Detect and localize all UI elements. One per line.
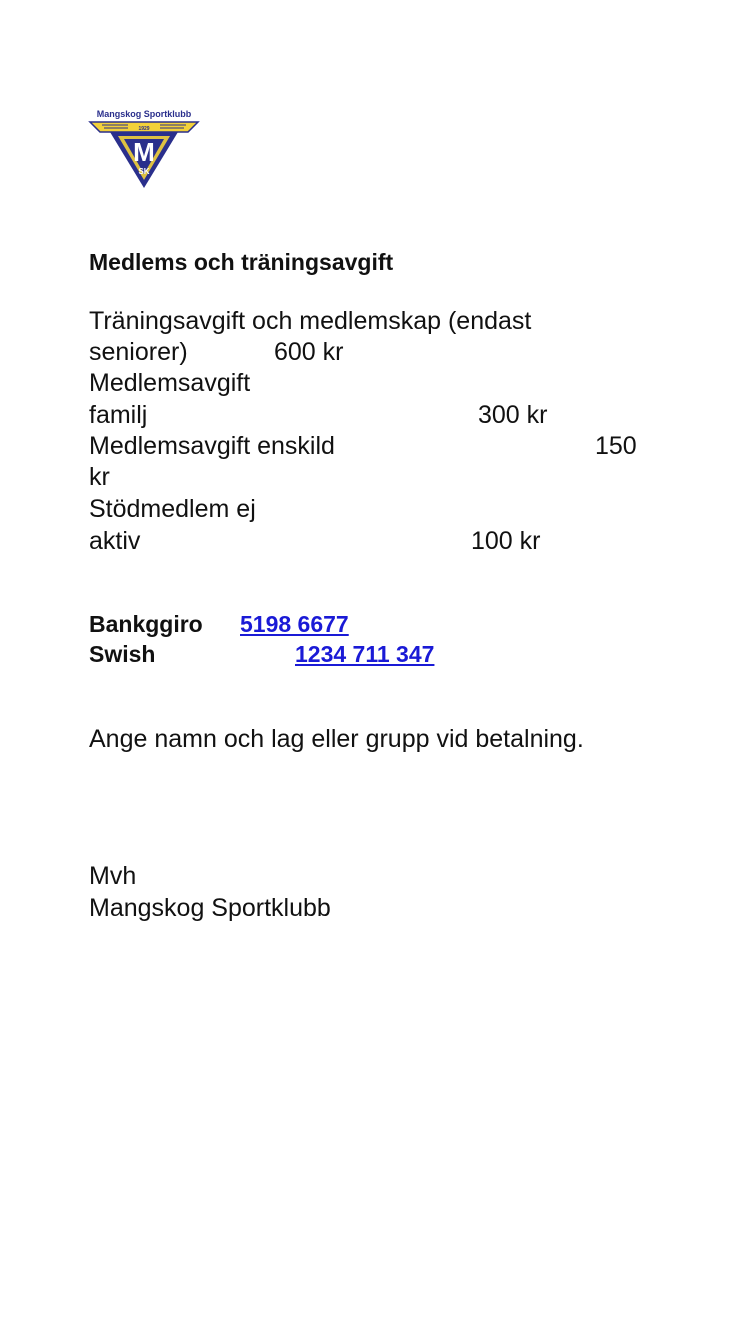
training-fee-amount: 600 kr: [274, 338, 344, 366]
training-fee-label-2: seniorer): [89, 338, 188, 366]
closing-greeting: Mvh: [89, 862, 137, 890]
family-fee-amount: 300 kr: [478, 401, 548, 429]
logo-title: Mangskog Sportklubb: [96, 109, 192, 119]
family-fee-label-2: familj: [89, 401, 148, 429]
page-heading: Medlems och träningsavgift: [89, 249, 394, 275]
logo-year: 1929: [138, 126, 150, 132]
logo-graphic: [88, 108, 200, 190]
logo-initials: SK: [138, 167, 150, 176]
training-fee-label-1: Träningsavgift och medlemskap (endast: [89, 307, 532, 335]
payment-note: Ange namn och lag eller grupp vid betalning.: [89, 725, 584, 753]
family-fee-label-1: Medlemsavgift: [89, 369, 251, 397]
logo-letter: M: [133, 137, 155, 167]
single-fee-amount: 150: [595, 432, 637, 460]
single-fee-unit: kr: [89, 463, 110, 491]
support-fee-label-2: aktiv: [89, 527, 141, 555]
swish-label: Swish: [89, 641, 156, 667]
support-fee-label-1: Stödmedlem ej: [89, 495, 256, 523]
support-fee-amount: 100 kr: [471, 527, 541, 555]
single-fee-label: Medlemsavgift enskild: [89, 432, 335, 460]
bankgiro-label: Bankggiro: [89, 611, 203, 637]
swish-number-link[interactable]: 1234 711 347: [295, 641, 435, 667]
closing-sender: Mangskog Sportklubb: [89, 894, 331, 922]
bankgiro-number-link[interactable]: 5198 6677: [240, 611, 349, 637]
club-logo: [88, 108, 200, 190]
